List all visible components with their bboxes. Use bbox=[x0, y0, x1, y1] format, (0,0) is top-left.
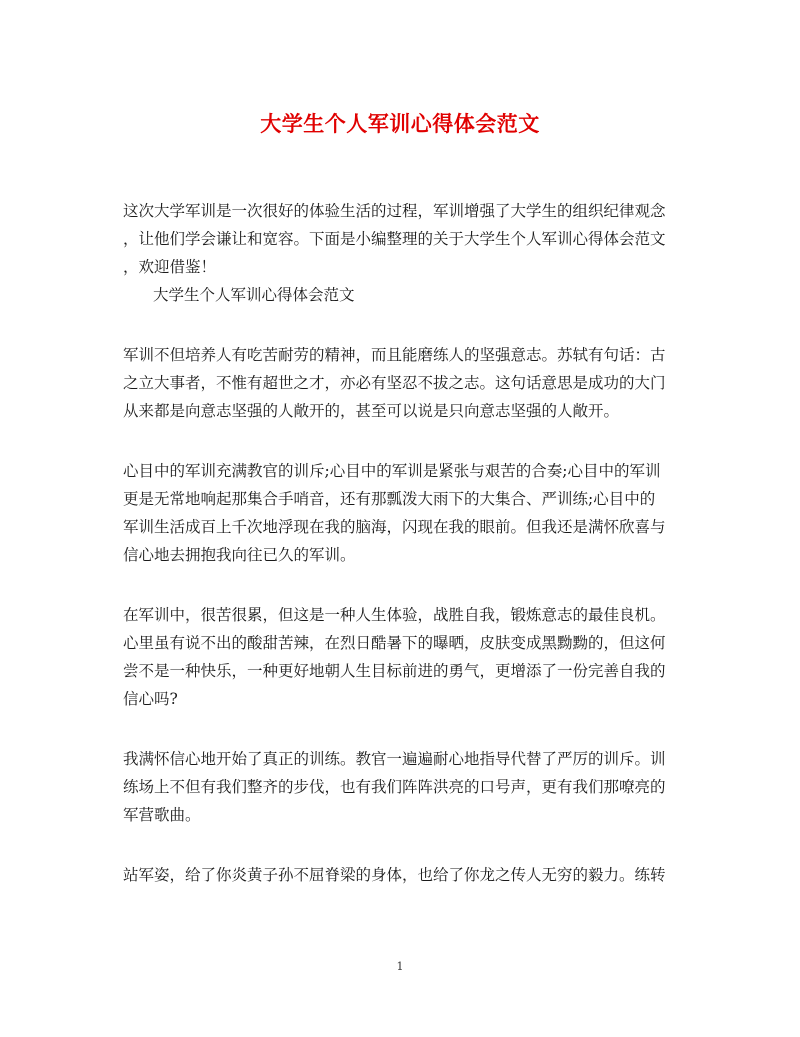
text-line: 尝不是一种快乐，一种更好地朝人生目标前进的勇气，更增添了一份完善自我的 bbox=[123, 662, 666, 680]
text-line: 练场上不但有我们整齐的步伐，也有我们阵阵洪亮的口号声，更有我们那嘹亮的 bbox=[123, 778, 666, 796]
text-line: 之立大事者，不惟有超世之才，亦必有坚忍不拔之志。这句话意思是成功的大门 bbox=[123, 374, 666, 392]
text-line: 更是无常地响起那集合手哨音，还有那瓢泼大雨下的大集合、严训练;心目中的 bbox=[123, 490, 656, 508]
paragraph-gap bbox=[123, 829, 679, 861]
document-body bbox=[123, 197, 679, 889]
text-line: 站军姿，给了你炎黄子孙不屈脊梁的身体，也给了你龙之传人无穷的毅力。练转 bbox=[123, 866, 666, 884]
text-line: ，欢迎借鉴！ bbox=[123, 258, 217, 276]
paragraph-gap bbox=[123, 713, 679, 745]
text-line: 军训不但培养人有吃苦耐劳的精神，而且能磨练人的坚强意志。苏轼有句话：古 bbox=[123, 346, 666, 364]
paragraph-gap bbox=[123, 569, 679, 601]
text-line: 军训生活成百上千次地浮现在我的脑海，闪现在我的眼前。但我还是满怀欣喜与 bbox=[123, 518, 666, 536]
text-line: 信心地去拥抱我向往已久的军训。 bbox=[123, 546, 356, 564]
page-number: 1 bbox=[396, 960, 404, 973]
section-subtitle: 大学生个人军训心得体会范文 bbox=[153, 286, 355, 304]
paragraph bbox=[123, 861, 679, 889]
paragraph bbox=[123, 457, 679, 569]
text-line: 心里虽有说不出的酸甜苦辣，在烈日酷暑下的曝晒，皮肤变成黑黝黝的，但这何 bbox=[123, 634, 666, 652]
paragraph bbox=[123, 341, 679, 425]
text-line: 在军训中，很苦很累，但这是一种人生体验，战胜自我，锻炼意志的最佳良机。 bbox=[123, 606, 666, 624]
text-line: 心目中的军训充满教官的训斥;心目中的军训是紧张与艰苦的合奏;心目中的军训 bbox=[123, 462, 661, 480]
text-line: 信心吗? bbox=[123, 690, 178, 708]
paragraph bbox=[123, 745, 679, 829]
text-line: ，让他们学会谦让和宽容。下面是小编整理的关于大学生个人军训心得体会范文 bbox=[123, 230, 666, 248]
text-line: 我满怀信心地开始了真正的训练。教官一遍遍耐心地指导代替了严厉的训斥。训 bbox=[123, 750, 666, 768]
text-line: 从来都是向意志坚强的人敞开的，甚至可以说是只向意志坚强的人敞开。 bbox=[123, 402, 620, 420]
intro-paragraph bbox=[123, 197, 679, 309]
paragraph-gap bbox=[123, 425, 679, 457]
paragraph-gap bbox=[123, 309, 679, 341]
document-title: 大学生个人军训心得体会范文 bbox=[260, 111, 540, 136]
text-line: 军营歌曲。 bbox=[123, 806, 201, 824]
text-line: 这次大学军训是一次很好的体验生活的过程，军训增强了大学生的组织纪律观念 bbox=[123, 202, 666, 220]
paragraph bbox=[123, 601, 679, 713]
